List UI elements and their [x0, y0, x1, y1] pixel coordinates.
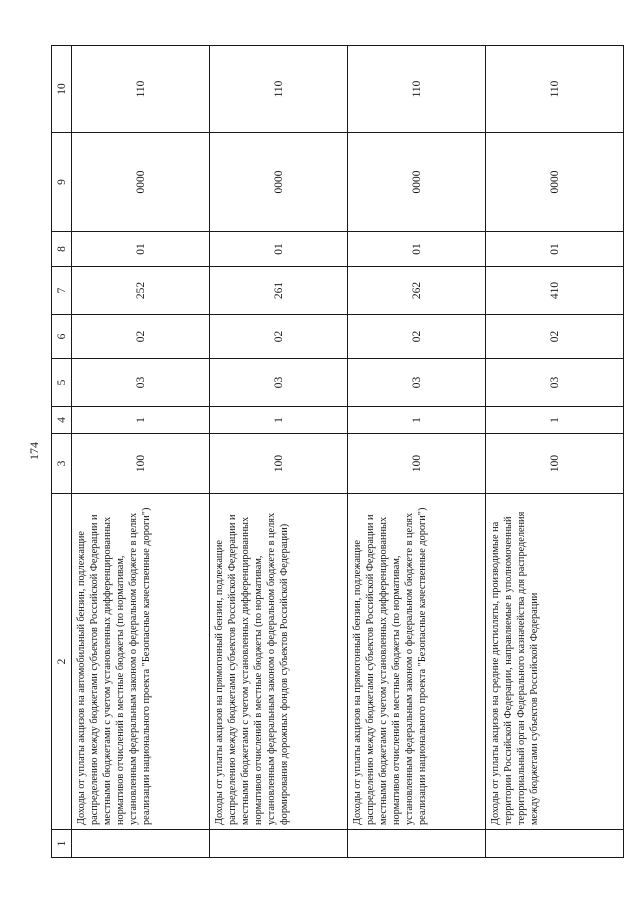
- program-code-cell: 0000: [72, 133, 210, 232]
- header-cell-8: 8: [52, 232, 72, 267]
- table-row: [72, 46, 210, 858]
- element-code-cell: 01: [348, 232, 486, 267]
- element-code-cell: 01: [72, 232, 210, 267]
- article-code-cell: 02: [486, 315, 624, 359]
- header-cell-6: 6: [52, 315, 72, 359]
- subarticle-code-cell: 252: [72, 267, 210, 315]
- element-code-cell: 01: [486, 232, 624, 267]
- subgroup-code-cell: 03: [210, 359, 348, 407]
- description-cell: Доходы от уплаты акцизов на средние дистилляты, производимые на территории Российской Федерации, направляемые в уполномоченный территориальный орган Федерального казначейства для распределения между бюджетами субъектов Российской Федерации: [486, 494, 624, 830]
- group-code-cell: 1: [210, 407, 348, 434]
- group-code-cell: 1: [348, 407, 486, 434]
- economic-code-cell: 110: [348, 46, 486, 133]
- article-code-cell: 02: [348, 315, 486, 359]
- header-row: [52, 46, 72, 858]
- economic-code-cell: 110: [486, 46, 624, 133]
- header-cell-1: 1: [52, 830, 72, 858]
- admin-code-cell: 100: [348, 434, 486, 494]
- subarticle-code-cell: 262: [348, 267, 486, 315]
- header-cell-2: 2: [52, 494, 72, 830]
- header-cell-3: 3: [52, 434, 72, 494]
- economic-code-cell: 110: [72, 46, 210, 133]
- program-code-cell: 0000: [486, 133, 624, 232]
- subarticle-code-cell: 261: [210, 267, 348, 315]
- row-number-cell: [486, 830, 624, 858]
- rotated-table-container: [51, 46, 623, 858]
- subgroup-code-cell: 03: [348, 359, 486, 407]
- admin-code-cell: 100: [72, 434, 210, 494]
- article-code-cell: 02: [210, 315, 348, 359]
- header-cell-5: 5: [52, 359, 72, 407]
- header-cell-4: 4: [52, 407, 72, 434]
- group-code-cell: 1: [72, 407, 210, 434]
- group-code-cell: 1: [486, 407, 624, 434]
- description-cell: Доходы от уплаты акцизов на прямогонный бензин, подлежащие распределению между бюджетами субъектов Российской Федерации и местными бюджетами с учетом установленных дифференцированных нормативов отчислений в местные бюджеты (по нормативам, установленным федеральным законом о федеральном бюджете в целях реализации национального проекта "Безопасные качественные дороги"): [348, 494, 486, 830]
- subgroup-code-cell: 03: [486, 359, 624, 407]
- header-cell-9: 9: [52, 133, 72, 232]
- table-row: [210, 46, 348, 858]
- page-number: 174: [27, 442, 41, 460]
- table-row: [348, 46, 486, 858]
- admin-code-cell: 100: [210, 434, 348, 494]
- article-code-cell: 02: [72, 315, 210, 359]
- row-number-cell: [72, 830, 210, 858]
- subarticle-code-cell: 410: [486, 267, 624, 315]
- description-cell: Доходы от уплаты акцизов на прямогонный бензин, подлежащие распределению между бюджетами субъектов Российской Федерации и местными бюджетами с учетом установленных дифференцированных нормативов отчислений в местные бюджеты (по нормативам, установленным федеральным законом о федеральном бюджете в целях формирования дорожных фондов субъектов Российской Федерации): [210, 494, 348, 830]
- header-cell-7: 7: [52, 267, 72, 315]
- element-code-cell: 01: [210, 232, 348, 267]
- budget-classification-table: [51, 45, 624, 858]
- program-code-cell: 0000: [210, 133, 348, 232]
- row-number-cell: [210, 830, 348, 858]
- description-cell: Доходы от уплаты акцизов на автомобильный бензин, подлежащие распределению между бюджетами субъектов Российской Федерации и местными бюджетами с учетом установленных дифференцированных нормативов отчислений в местные бюджеты (по нормативам, установленным федеральным законом о федеральном бюджете в целях реализации национального проекта "Безопасные качественные дороги"): [72, 494, 210, 830]
- admin-code-cell: 100: [486, 434, 624, 494]
- economic-code-cell: 110: [210, 46, 348, 133]
- table-row: [486, 46, 624, 858]
- subgroup-code-cell: 03: [72, 359, 210, 407]
- row-number-cell: [348, 830, 486, 858]
- header-cell-10: 10: [52, 46, 72, 133]
- program-code-cell: 0000: [348, 133, 486, 232]
